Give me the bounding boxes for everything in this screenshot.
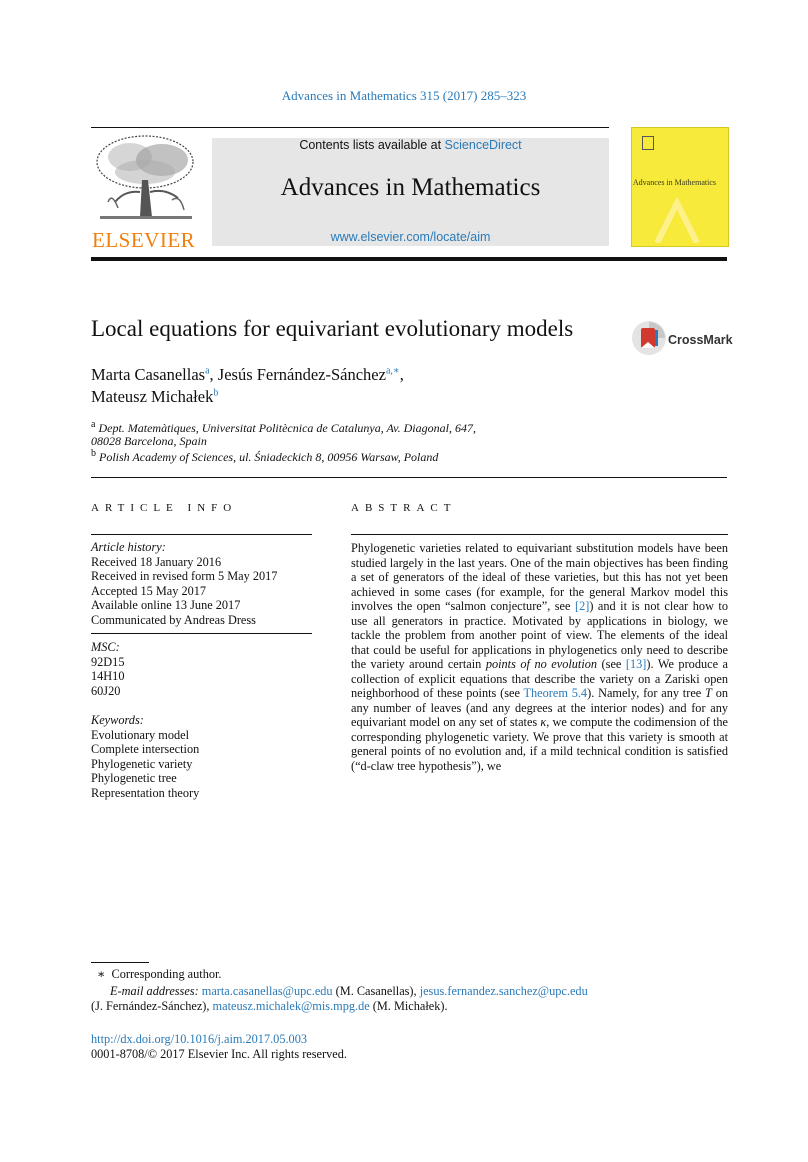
email-link[interactable]: marta.casanellas@upc.edu bbox=[201, 984, 333, 998]
cover-graphic-icon bbox=[647, 198, 707, 243]
theorem-link[interactable]: Theorem 5.4 bbox=[523, 686, 588, 700]
abstract-segment: ). We produce a collection of explicit equations that describe the variety on a Zariski open neighborhood of these points (see bbox=[351, 657, 728, 700]
abstract-math: κ bbox=[540, 715, 547, 729]
header-bottom-rule bbox=[91, 257, 727, 261]
history-item: Accepted 15 May 2017 bbox=[91, 583, 207, 598]
contents-line bbox=[212, 138, 609, 152]
keywords-label: Keywords: bbox=[91, 713, 144, 727]
email-link[interactable]: mateusz.michalek@mis.mpg.de bbox=[212, 999, 370, 1013]
article-info-rule bbox=[91, 534, 312, 535]
email-link[interactable]: jesus.fernandez.sanchez@upc.edu bbox=[419, 984, 588, 998]
keywords-block bbox=[91, 713, 199, 800]
author-line-1 bbox=[91, 365, 404, 385]
footnote-text: Corresponding author. bbox=[111, 967, 222, 981]
author-line-2 bbox=[91, 387, 218, 407]
history-label: Article history: bbox=[91, 540, 166, 554]
author-affiliation-mark[interactable]: b bbox=[213, 387, 219, 399]
abstract-rule bbox=[351, 534, 728, 535]
corresponding-author-note bbox=[97, 967, 222, 982]
abstract-segment: Phylogenetic varieties related to equivariant substitution models have been studied largely in the last years. One of the main objectives has been finding a set of generators of the ideal of these varieties, but this has not yet been achieved in some cases (for example, for the general Markov model this involves the open “salmon conjecture”, see bbox=[351, 541, 728, 613]
abstract-segment: ). Namely, for any tree bbox=[587, 686, 706, 700]
section-divider bbox=[91, 477, 727, 478]
journal-reference-link[interactable]: Advances in Mathematics 315 (2017) 285–323 bbox=[281, 88, 527, 103]
keyword: Evolutionary model bbox=[91, 727, 190, 742]
email-owner: (M. Casanellas), bbox=[332, 984, 420, 998]
author-name[interactable]: Marta Casanellas bbox=[91, 365, 206, 384]
affiliation-a-line2: 08028 Barcelona, Spain bbox=[91, 434, 207, 448]
affiliation-text: Dept. Matemàtiques, Universitat Politècnica de Catalunya, Av. Diagonal, 647, bbox=[98, 421, 476, 435]
elsevier-logo bbox=[90, 132, 200, 235]
msc-code: 92D15 bbox=[91, 654, 125, 669]
author-separator: , bbox=[399, 365, 404, 384]
affiliation-mark: b bbox=[91, 448, 96, 459]
keyword: Complete intersection bbox=[91, 742, 200, 756]
keyword: Phylogenetic tree bbox=[91, 771, 177, 785]
history-item: Received in revised form 5 May 2017 bbox=[91, 569, 278, 583]
abstract-segment: , we compute the codimension of the corresponding phylogenetic variety. We prove that this variety is smooth at general points of no evolution and, if a mild technical condition is satisfied (“d-claw tree hypothesis”), we bbox=[351, 715, 728, 773]
email-label: E-mail addresses: bbox=[110, 984, 199, 998]
abstract-segment: on any number of leaves (and any degrees at the interior nodes) and for any equivariant model on any set of states bbox=[351, 686, 728, 729]
keyword: Phylogenetic variety bbox=[91, 756, 193, 771]
history-divider bbox=[91, 633, 312, 634]
citation-link[interactable]: [13] bbox=[625, 657, 647, 671]
journal-url-link[interactable]: www.elsevier.com/locate/aim bbox=[330, 230, 491, 244]
contents-prefix: Contents lists available at bbox=[299, 138, 445, 152]
msc-label: MSC: bbox=[91, 640, 120, 654]
cover-logo-icon bbox=[642, 136, 654, 150]
history-item: Communicated by Andreas Dress bbox=[91, 612, 256, 627]
abstract-emphasis: points of no evolution bbox=[485, 657, 598, 671]
article-info-heading: ARTICLE INFO bbox=[91, 502, 238, 514]
email-line-2 bbox=[91, 999, 448, 1014]
affiliation-mark: a bbox=[91, 419, 96, 430]
copyright-line: 0001-8708/© 2017 Elsevier Inc. All rights reserved. bbox=[91, 1047, 347, 1061]
history-item: Available online 13 June 2017 bbox=[91, 598, 241, 612]
cover-title: Advances in Mathematics bbox=[632, 178, 716, 187]
abstract-math: T bbox=[705, 686, 712, 700]
author-affiliation-mark[interactable]: a,∗ bbox=[385, 365, 400, 377]
paper-title: Local equations for equivariant evolutionary models bbox=[91, 316, 574, 341]
sciencedirect-link[interactable]: ScienceDirect bbox=[444, 138, 522, 152]
crossmark-label[interactable]: CrossMark bbox=[668, 333, 733, 347]
msc-code: 14H10 bbox=[91, 669, 125, 683]
author-name[interactable]: Mateusz Michałek bbox=[91, 387, 214, 406]
msc-code: 60J20 bbox=[91, 683, 121, 698]
crossmark-icon[interactable] bbox=[631, 320, 667, 361]
citation-link[interactable]: [2] bbox=[574, 599, 590, 613]
keyword: Representation theory bbox=[91, 785, 200, 800]
footnote-star: ∗ bbox=[97, 967, 106, 981]
header-top-rule bbox=[91, 127, 609, 128]
publisher-wordmark: ELSEVIER bbox=[92, 228, 196, 252]
author-name[interactable]: Jesús Fernández-Sánchez bbox=[217, 365, 386, 384]
journal-cover bbox=[631, 127, 729, 247]
email-owner: (M. Michałek). bbox=[369, 999, 448, 1013]
abstract-segment: ) and it is not clear how to use all generators in practice. Motivated by applications in biology, we tackle the problem from another point of view. The elements of the ideal that could be useful for applications in phylogenetics only need to describe the variety around certain bbox=[351, 599, 729, 671]
footnote-rule bbox=[91, 962, 149, 963]
abstract-text bbox=[351, 541, 728, 773]
journal-title: Advances in Mathematics bbox=[280, 174, 541, 201]
author-affiliation-mark[interactable]: a bbox=[205, 365, 210, 377]
history-item: Received 18 January 2016 bbox=[91, 554, 222, 569]
email-line-1 bbox=[110, 984, 588, 999]
affiliation-text: Polish Academy of Sciences, ul. Śniadeckich 8, 00956 Warsaw, Poland bbox=[99, 450, 439, 464]
affiliation-b bbox=[91, 448, 438, 465]
abstract-heading: ABSTRACT bbox=[351, 502, 457, 514]
article-history bbox=[91, 540, 277, 627]
doi-link[interactable]: http://dx.doi.org/10.1016/j.aim.2017.05.003 bbox=[91, 1032, 307, 1046]
email-owner: (J. Fernández-Sánchez), bbox=[91, 999, 213, 1013]
abstract-segment: (see bbox=[597, 657, 626, 671]
msc-block bbox=[91, 640, 124, 698]
author-separator: , bbox=[209, 365, 218, 384]
